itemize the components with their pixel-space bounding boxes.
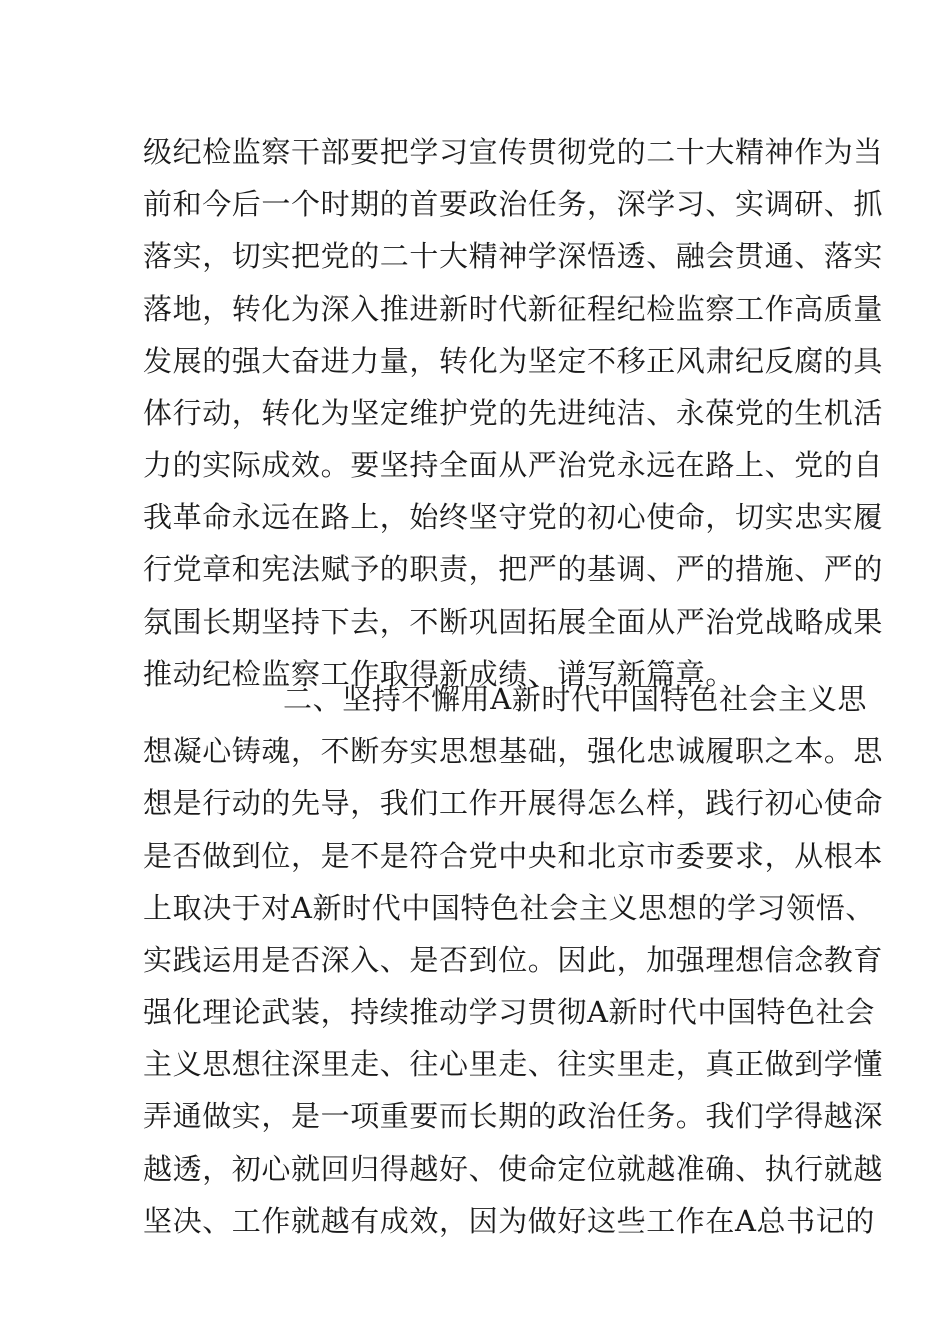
text-line: 落地，转化为深入推进新时代新征程纪检监察工作高质量 (143, 292, 884, 326)
text-line: 是否做到位，是不是符合党中央和北京市委要求，从根本 (143, 839, 884, 873)
text-line: 实践运用是否深入、是否到位。因此，加强理想信念教育 (143, 943, 884, 977)
text-line: 前和今后一个时期的首要政治任务，深学习、实调研、抓 (143, 187, 884, 221)
text-line: 力的实际成效。要坚持全面从严治党永远在路上、党的自 (143, 448, 884, 482)
text-line: 落实，切实把党的二十大精神学深悟透、融会贯通、落实 (143, 239, 884, 273)
text-line: 想凝心铸魂，不断夯实思想基础，强化忠诚履职之本。思 (143, 734, 884, 768)
text-line: 上取决于对A新时代中国特色社会主义思想的学习领悟、 (143, 891, 875, 925)
text-line: 级纪检监察干部要把学习宣传贯彻党的二十大精神作为当 (143, 135, 884, 169)
text-line: 越透，初心就回归得越好、使命定位就越准确、执行就越 (143, 1152, 884, 1186)
text-line: 主义思想往深里走、往心里走、往实里走，真正做到学懂 (143, 1047, 884, 1081)
text-line: 体行动，转化为坚定维护党的先进纯洁、永葆党的生机活 (143, 396, 884, 430)
text-line: 发展的强大奋进力量，转化为坚定不移正风肃纪反腐的具 (143, 344, 884, 378)
text-line: 弄通做实，是一项重要而长期的政治任务。我们学得越深 (143, 1099, 884, 1133)
section-heading-line: 二、坚持不懈用A新时代中国特色社会主义思 (283, 682, 867, 716)
text-line: 推动纪检监察工作取得新成绩、谱写新篇章。 (143, 657, 736, 691)
text-line: 氛围长期坚持下去，不断巩固拓展全面从严治党战略成果 (143, 605, 884, 639)
text-line: 想是行动的先导，我们工作开展得怎么样，践行初心使命 (143, 786, 884, 820)
text-line: 我革命永远在路上，始终坚守党的初心使命，切实忠实履 (143, 500, 884, 534)
text-line: 强化理论武装，持续推动学习贯彻A新时代中国特色社会 (143, 995, 875, 1029)
text-line: 行党章和宪法赋予的职责，把严的基调、严的措施、严的 (143, 552, 884, 586)
text-line: 坚决、工作就越有成效，因为做好这些工作在A总书记的 (143, 1204, 875, 1238)
